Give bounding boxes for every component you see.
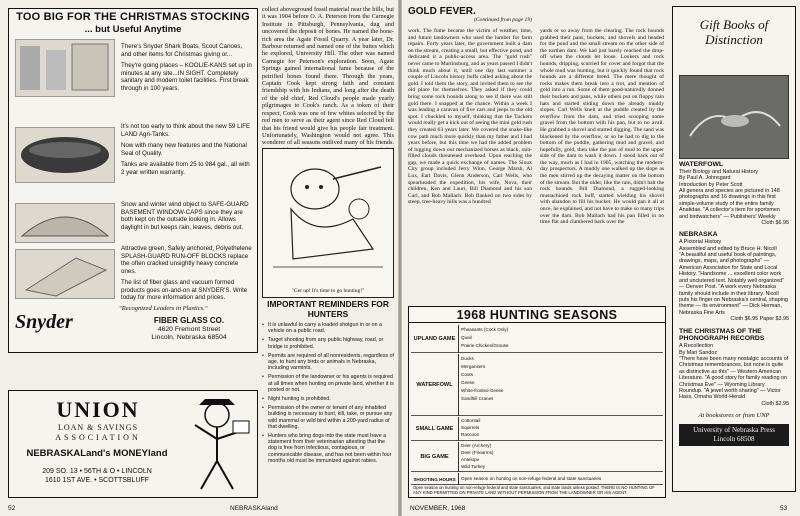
union-address	[17, 467, 177, 485]
hunting-seasons-table	[408, 306, 666, 498]
book-price: Cloth $2.95	[761, 400, 789, 407]
book-subtitle: A Recollection	[679, 343, 714, 350]
product-4-line-2: The list of fiber glass and vacuum formed products goes on-and-on at SNYDER'S. Write today for more information and prices.	[121, 279, 248, 301]
book-subtitle: A Pictorial History	[679, 239, 722, 246]
company-name: FIBER GLASS CO.	[153, 316, 225, 325]
union-name: UNION	[56, 397, 140, 422]
union-address-1: 209 SO. 13 • 56TH & O • LINCOLN	[42, 468, 152, 475]
book-title: WATERFOWL	[679, 161, 724, 168]
species-label: Ducks	[461, 356, 474, 361]
species-label: Geese	[461, 380, 475, 385]
product-2-line-3: Tanks are available from 25 to 984 gal., all with 2 year written warranty.	[121, 161, 250, 176]
species-label: Open season on hunting on non-refuge federal and state sanctuaries	[461, 476, 602, 481]
page-number-right: 53	[780, 505, 788, 512]
table-row	[411, 473, 663, 485]
book-desc: "There have been many nostalgic accounts of Christmas remembrances, but none is quite as distinctive as this" — Western American Literature. "A good story for family reading on Christmas Eve" — Wyoming Library Roundup. "A jewel worth sharing" — Victor Hass, Omaha World-Herald	[679, 355, 789, 401]
species-label: Prairie Chicken/Grouse	[461, 343, 509, 348]
hunter-reminders	[262, 300, 394, 506]
snyder-logo: Snyder	[15, 311, 73, 333]
gold-fever-article	[408, 6, 666, 301]
product-2-line-2: Now with many new features and the National Seal of Quality.	[121, 142, 247, 157]
product-1-line-2: They're going places – KOOLIE-KANS set up in minutes at any site...IN SIGHT. Completely sanitary and modern toilet facilities. First break through in 100 years.	[121, 62, 252, 92]
section-big-game: BIG GAME	[411, 442, 459, 472]
union-assoc: ASSOCIATION	[55, 433, 141, 442]
reminder-item: • It is unlawful to carry a loaded shotgun in or on a vehicle on a public road.	[262, 322, 394, 334]
book-christmas	[673, 328, 795, 408]
product-text-4	[121, 245, 253, 306]
reminders-title: IMPORTANT REMINDERS FOR HUNTERS	[267, 299, 389, 319]
section-waterfowl: WATERFOWL	[411, 354, 459, 416]
continued-note: (Continued from page 19)	[473, 17, 532, 23]
splash-block-icon	[15, 249, 115, 299]
union-slogan: NEBRASKALand's MONEYland	[26, 448, 168, 459]
product-3-line-1: Snow and winter wind object to SAFE-GUARD BASEMENT WINDOW-CAPS since they are both kept on the outside looking in. Allows daylight in but keeps rain, leaves, debris out.	[121, 201, 249, 231]
section-small-game: SMALL GAME	[411, 417, 459, 441]
union-sub: LOAN & SAVINGS	[57, 423, 139, 432]
publisher-city: Lincoln 68508	[713, 435, 755, 444]
section-upland: UPLAND GAME	[411, 325, 459, 353]
product-1-line-1: There's Snyder Shark Boats, Scout Canoes, and other items for Christmas giving or...	[121, 43, 243, 58]
snyder-ad	[8, 8, 258, 353]
book-price: Cloth $6.95	[761, 220, 789, 227]
gift-books-logo: Gift Books of Distinction	[699, 17, 769, 47]
hunting-title: 1968 HUNTING SEASONS	[409, 307, 665, 323]
product-text-1	[121, 43, 253, 96]
article-column-1: work. The fume became the victim of weather, time, and future landowners who used the lumber for farm repairs. Forty years later, the government built a dam on the stream, creating a small, but effective pond, and dedicated it a public-access area. The "gold rush" never came to Martinsburg, and as years passed I didn't think much about it, until one day last summer a couple of Lincoln history buffs called asking about the gold. I told them the story, and invited them to see the old place for themselves. They asked if they could bring some rock hounds along to see if there was still gold there. I snapped at the chance. Within a week I was leading a caravan of five cars and jeeps to the old spot. I chuckled to myself, thinking that the Tuckers would really get a kick out of seeing the mini gold rush they created 63 years later. We covered the snake-like cow path much more quickly than my father and I had years before, but this time we had the added problem of lugging down our mechanized horses as black, rain-filled clouds threatened overhead. Upon reaching the gap, we made a quick exchange of names. The Sioux City group included Jerry Winn, George Marsh, Al Lux, Earl Davis, Glenn Anderson, Carl Wells, who spearheaded the expedition, his wife, Nova, their children, Ken and Lauri, Bill Diamond and his son Carl, and Bob Mallach. Bob flanked on two sides by steep, tree-heavy hills was a hundred	[408, 28, 532, 206]
species-label: Deer (Firearms)	[461, 450, 494, 455]
waterfowl-photo	[679, 75, 789, 159]
reminder-item: • Night hunting is prohibited.	[262, 396, 394, 402]
book-intro: Introduction by Peter Scott	[679, 181, 743, 188]
cowboy-mascot-icon	[181, 395, 253, 493]
page-number-left: 52	[8, 505, 16, 512]
table-row	[411, 442, 663, 472]
folio-magazine-name: NEBRASKAland	[230, 505, 278, 512]
publisher-banner	[679, 424, 789, 446]
reminder-item: • Target shooting from any public highway, road, or bridge is prohibited.	[262, 337, 394, 349]
species-label: Pheasants (Cock Only)	[461, 327, 509, 332]
product-4-line-1: Attractive green, Safely anchored, Polyethelene SPLASH-GUARD RUN-OFF BLOCKS replace the often cracked unsightly heavy concrete ones.	[121, 245, 252, 275]
reminders-list	[262, 322, 394, 464]
book-author: By Mari Sandoz	[679, 349, 718, 356]
table-row	[411, 325, 663, 353]
hunting-note: Open season on hunting on non-refuge federal and state sanctuaries, and state lands unless posted. THERE IS NO HUNTING OF ANY KIND PERMITTED ON PRIVATE LAND WITHOUT PERMISSION FROM THE LANDOWNER OR HIS AGENT.	[413, 485, 655, 495]
cartoon-illustration	[263, 149, 393, 285]
recognized-tagline: "Recognized Leaders in Plastics."	[119, 305, 208, 312]
union-address-2: 1610 1ST AVE. • SCOTTSBLUFF	[44, 477, 150, 484]
species-label: Deer (Archery)	[461, 443, 492, 448]
right-page	[402, 0, 800, 516]
left-page	[0, 0, 398, 516]
folio-date: NOVEMBER, 1968	[410, 505, 466, 512]
book-subtitle: Their Biology and Natural History	[679, 168, 759, 175]
ad-subhead: ... but Useful Anytime	[84, 24, 182, 35]
publisher-name: University of Nebraska Press	[693, 426, 775, 435]
product-text-2	[121, 123, 253, 180]
cartoon-caption: "Get up! It's time to go hunting!"	[291, 288, 365, 294]
unp-book-ad	[672, 6, 796, 492]
reminder-item: • Permits are required of all nonresidents, regardless of age, to hunt any birds or animals in Nebraska, including varmints.	[262, 353, 394, 372]
window-cap-icon	[15, 203, 115, 243]
table-row	[411, 417, 663, 441]
reminder-item: • Permission of the owner or tenant of any inhabited building is necessary to hunt, kill, take, or pursue any wild mammal or wild bird within a 200-yard radius of that dwelling.	[262, 405, 394, 430]
species-label: Coots	[461, 372, 474, 377]
species-label: Cottontail	[461, 418, 481, 423]
article-title: GOLD FEVER.	[408, 6, 476, 17]
reminder-item: • Hunters who bring dogs into the state must have a statement from their veterinarian attesting that the dog is free from infectious, contagious, or communicable disease, and has not been within four months old must be immunized against rabies.	[262, 433, 394, 464]
ad-headline: TOO BIG FOR THE CHRISTMAS STOCKING	[16, 11, 250, 23]
species-label: Wild Turkey	[461, 464, 485, 469]
story-column: collect aboveground fossil material near the hills, but it was 1904 before O. A. Peterson from the Carnegie Institute in Pittsburgh, Pennsylvania, dug and uncovered the deposit of bones. He named the bone-rich area the Agate Fossil Quarry. A year later, Dr. Barbour returned and named one of the buttes which he explored, University Hill. The other was named Carnegie for Peterson's exploration. Soon, Agate Springs gained international fame because of the petrified bones found there. Through the years, Captain Cook kept strong faith and constant friendship with his Indians, and long after the death of the old chief, Red Cloud's people made yearly pilgrimages to Cook's ranch. As a token of their respect, Cook was one of few whites selected by the red men to serve as their agent since Red Cloud felt that his friend would give his people fair treatment. Unfortunately, Washington would not agree. This wonderer of all seasons outlived many of his friends.	[262, 6, 394, 147]
book-title: NEBRASKA	[679, 231, 718, 239]
species-label: Quail	[461, 335, 472, 340]
book-author: Assembled and edited by Bruce H. Nicoll	[679, 245, 777, 252]
book-price: Cloth $6.95 Paper $3.95	[730, 316, 789, 323]
city-address: Lincoln, Nebraska 68504	[151, 334, 227, 341]
union-loan-ad	[8, 390, 258, 498]
boat-icon	[15, 39, 115, 97]
book-nebraska	[673, 231, 795, 322]
article-column-2: yards or so away from the clearing. The rock hounds grabbed their pans, buckets, and shovels and headed for the pond and the small stream on the other side of the earthen dam. We had just barely reached the drop-off when the clouds let loose. Lookers and rock hounds, dripping, scurried for cover and forgot that the whole mud was hunting, but it quickly found that rock hounds are a different breed. The mere thought of rocks makes them break into a trot, and mention of gold into a run. Some of them good-naturedly donned their buckets and pans, while others put on floppy rain hats and started sliding down the already muddy slopes. Carl Wells knelt at the puddle created by the overflow from the dam, and tried scooping some gravel from the bottom with his pan, but to no avail. He grabbed a shovel and started digging. The sand was blackened by the overflow, or so he had to dig to the bottom of the puddle, gathering mud and gravel, and hopefully, gold, then take the pan of mud to the upper side of the dam to wash it down. I stood back out of the way, much as I had in 1905, watching the modern-day prospectors. A muddy one walked up the slope as the men stirred up the decaying matter on the bottom of the stream. But the older, like the rain, didn't halt the rock hounds. Bill Diamond, a rugged-looking mustachioed rock buff, started wielding his shovel with abandon to fill his bucket. He would pan it all at once, he explained, and not have to make so many trips over the dam. Bob Mallach had his pan filled in no time flat and clambered back over the	[540, 28, 664, 226]
book-author: By Paul A. Johnsgard	[679, 175, 731, 182]
seasons-grid	[411, 325, 663, 485]
species-label: Mergansers	[461, 364, 486, 369]
species-label: White-fronted Geese	[461, 388, 504, 393]
section-shooting-hours: SHOOTING HOURS	[411, 473, 459, 485]
tank-icon	[15, 127, 115, 183]
table-row	[411, 354, 663, 416]
product-2-line-1: It's not too early to think about the new 59 LIFE LAND Agri-Tanks.	[121, 123, 251, 138]
book-desc: "A beautiful and useful book of paintings, drawings, maps, and photographs" — American Association for State and Local History. "Handsome ... excellent color work and unclutered text. Notably well organized" — Denver Post. "A work every Nebraska family should include in their library. Nicoll puts his finger on Nebraska's central, shaping theme — its environment" — Dick Herman, Nebraska Fine Arts	[679, 252, 788, 316]
species-label: Raccoon	[461, 432, 480, 437]
book-title: THE CHRISTMAS OF THE PHONOGRAPH RECORDS	[679, 327, 765, 343]
species-label: Squirrels	[461, 425, 480, 430]
product-text-3	[121, 201, 253, 235]
book-desc: All genera and species are pictured in 148 photographs and 16 drawings in this first simple-volume study of the entire family Anatidae. "A collector's item for sportsmen and birdwatchers" — Publishers' Weekly	[679, 188, 780, 220]
species-label: Sandhill Cranes	[461, 396, 494, 401]
street-address: 4620 Fremont Street	[157, 325, 221, 333]
reminder-item: • Permission of the landowner or his agents is required at all times when hunting on private land, whether it is posted or not.	[262, 374, 394, 393]
hunting-cartoon	[262, 148, 394, 298]
species-label: Antelope	[461, 457, 480, 462]
bookstore-note: At bookstores or from UNP	[698, 412, 770, 420]
snyder-address	[129, 317, 249, 343]
book-waterfowl	[673, 161, 795, 226]
